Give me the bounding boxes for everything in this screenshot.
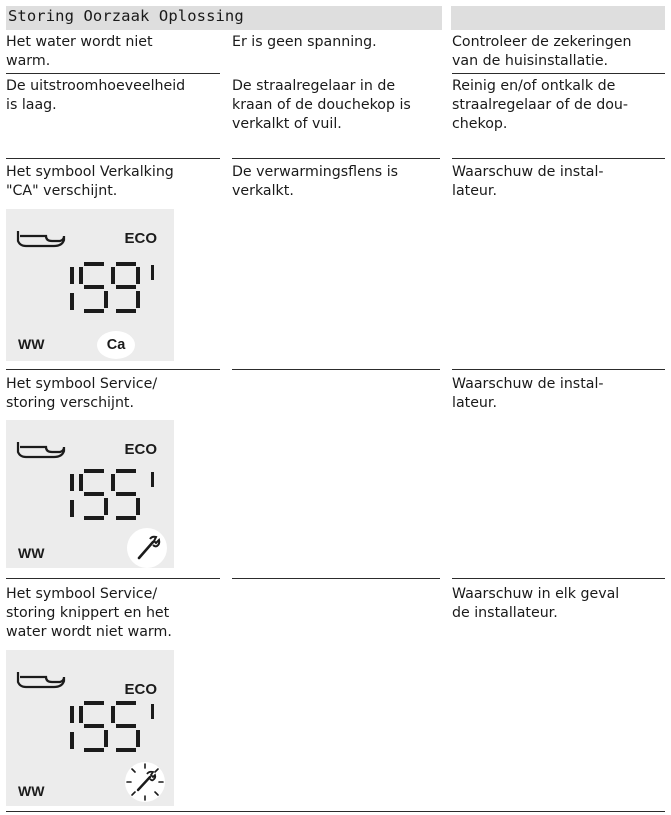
digit-1 [70,706,74,749]
text-line: chekop. [452,116,508,132]
text-line: storing verschijnt. [6,395,135,411]
oplossing-cell [452,375,604,413]
wrench-blinking-icon [125,762,165,802]
row-divider [452,369,665,370]
text-line: lateur. [452,183,497,199]
text-line: "CA" verschijnt. [6,183,118,199]
table-header [6,6,665,30]
row-divider [452,158,665,159]
service-badge [127,528,167,568]
eco-label: ECO [124,681,157,698]
storing-cell [6,585,172,642]
storing-cell [6,163,174,201]
row-divider [232,369,440,370]
digit-5 [79,469,108,520]
text-line: Waarschuw in elk geval [452,586,620,602]
service-badge-blinking [125,762,165,802]
text-line: Waarschuw de instal- [452,164,604,180]
eco-label: ECO [124,441,157,458]
row-divider [232,158,440,159]
oplossing-cell [452,33,631,71]
digit-5 [111,701,140,752]
text-line: Reinig en/of ontkalk de [452,78,616,94]
text-line: storing knippert en het [6,605,170,621]
text-line: Controleer de zekeringen [452,34,632,50]
row-divider [452,578,665,579]
ww-label: WW [18,545,45,561]
unit-litre-mark [151,265,154,280]
text-line: warm. [6,53,51,69]
oorzaak-cell [232,163,398,201]
digit-5 [79,262,108,313]
lcd-display-service [6,420,174,568]
text-line: Het symbool Service/ [6,586,158,602]
storing-cell [6,375,157,413]
ca-symbol: Ca [106,337,126,353]
ww-label: WW [18,336,45,352]
ww-label: WW [18,783,45,799]
text-line: Het symbool Verkalking [6,164,174,180]
bathtub-icon [18,231,64,246]
text-line: verkalkt. [232,183,294,199]
row-divider [6,158,220,159]
lcd-display-ca [6,209,174,361]
digit-9 [111,262,140,313]
storing-cell [6,77,185,115]
text-line: Het symbool Service/ [6,376,158,392]
digit-5 [111,469,140,520]
text-line: water wordt niet warm. [6,624,172,640]
text-line: De uitstroomhoeveelheid [6,78,186,94]
header-bar [451,6,665,30]
row-divider [6,73,220,74]
text-line: Waarschuw de instal- [452,376,604,392]
unit-litre-mark [151,472,154,487]
text-line: De straalregelaar in de [232,78,396,94]
bathtub-icon [18,672,64,687]
text-line: lateur. [452,395,497,411]
text-line: straalregelaar of de dou- [452,97,628,113]
oplossing-cell [452,585,619,623]
oplossing-cell [452,77,628,134]
oorzaak-cell [232,33,377,52]
row-divider [6,369,220,370]
row-divider [232,578,440,579]
header-title: Storing Oorzaak Oplossing [8,7,244,25]
text-line: van de huisinstallatie. [452,53,609,69]
text-line: verkalkt of vuil. [232,116,342,132]
digit-1 [70,267,74,310]
calcification-badge [97,331,135,359]
text-line: Er is geen spanning. [232,34,377,50]
table-bottom-border [6,811,665,812]
row-divider [6,578,220,579]
text-line: is laag. [6,97,57,113]
unit-litre-mark [151,704,154,719]
oplossing-cell [452,163,604,201]
bathtub-icon [18,442,64,457]
text-line: De verwarmingsflens is [232,164,399,180]
wrench-icon [127,528,167,568]
row-divider [452,73,665,74]
text-line: de installateur. [452,605,558,621]
text-line: kraan of de douchekop is [232,97,411,113]
storing-cell [6,33,153,71]
text-line: Het water wordt niet [6,34,153,50]
lcd-display-service-blinking [6,650,174,806]
eco-label: ECO [124,230,157,247]
oorzaak-cell [232,77,411,134]
digit-1 [70,474,74,517]
digit-5 [79,701,108,752]
